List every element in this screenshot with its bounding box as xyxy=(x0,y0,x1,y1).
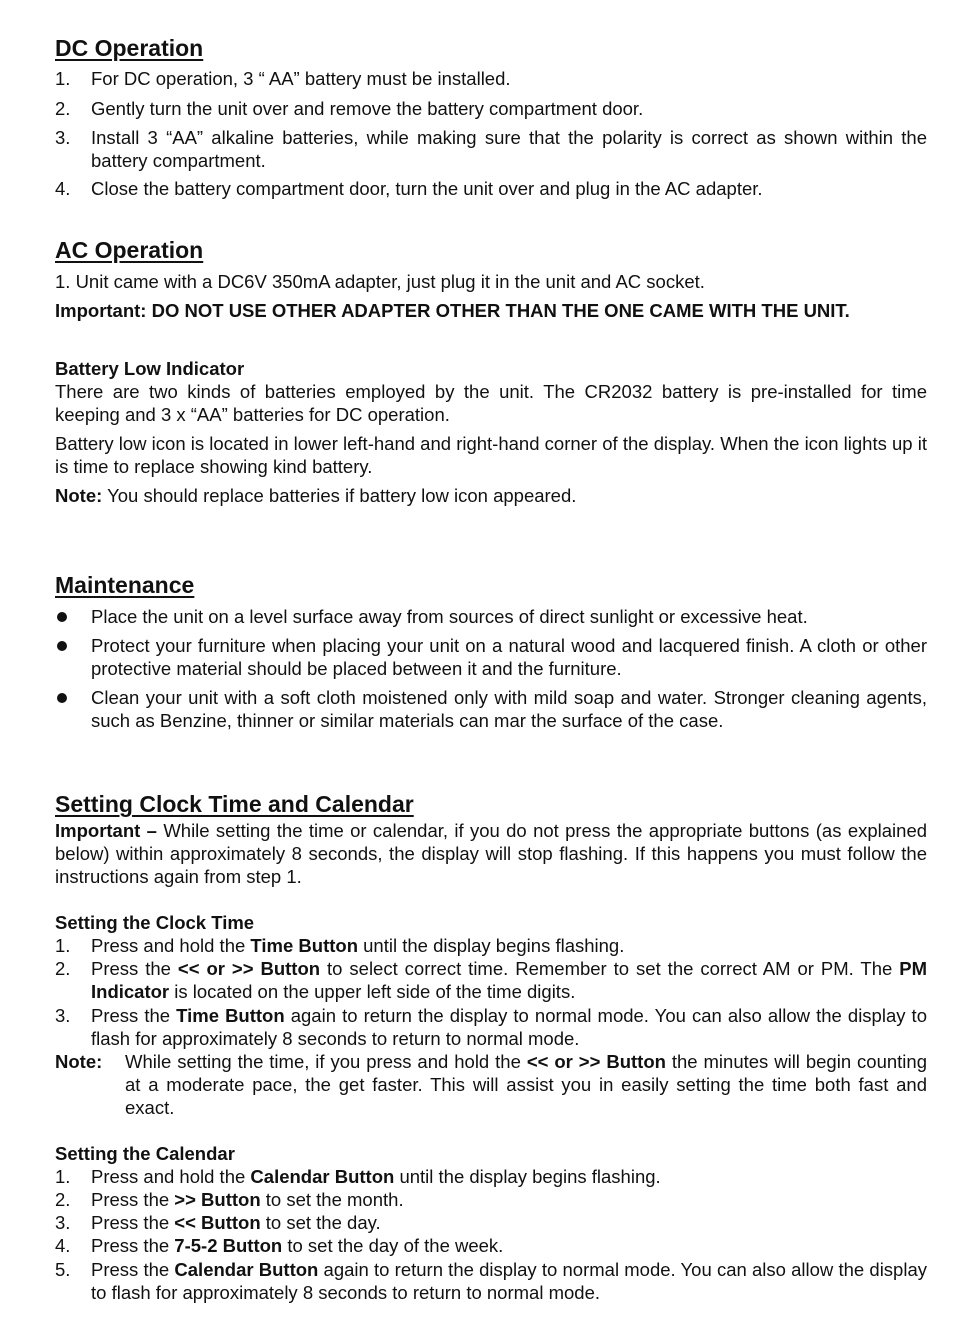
step-text: Press the Time Button again to return the display to normal mode. You can also allow the display to flash for approximately 8 seconds to return to normal mode. xyxy=(91,1005,927,1049)
step-number: 2. xyxy=(55,1189,71,1210)
ac-step-1: 1. Unit came with a DC6V 350mA adapter, just plug it in the unit and AC socket. xyxy=(55,271,705,292)
item-text: Clean your unit with a soft cloth moistened only with mild soap and water. Stronger cleaning agents, such as Benzine, thinner or similar materials can mar the surface of the case. xyxy=(91,687,927,731)
dc-step-1 xyxy=(55,67,927,90)
calendar-step-2 xyxy=(55,1188,927,1211)
step-number: 4. xyxy=(55,1235,71,1256)
important-label: Important – xyxy=(55,820,157,841)
dc-step-2 xyxy=(55,97,927,120)
setting-clock-heading: Setting Clock Time and Calendar xyxy=(55,791,414,817)
battery-paragraph-1: There are two kinds of batteries employed by the unit. The CR2032 battery is pre-installed for time keeping and 3 x “AA” batteries for DC operation. xyxy=(55,381,927,425)
step-number: 1. xyxy=(55,935,71,956)
bullet-icon xyxy=(57,693,67,703)
step-text: Press and hold the Time Button until the display begins flashing. xyxy=(91,935,625,956)
calendar-step-1 xyxy=(55,1165,927,1188)
step-text: Gently turn the unit over and remove the battery compartment door. xyxy=(91,98,644,119)
step-number: 3. xyxy=(55,1212,71,1233)
important-text: DO NOT USE OTHER ADAPTER OTHER THAN THE ONE CAME WITH THE UNIT. xyxy=(151,300,850,321)
clock-important xyxy=(55,819,927,888)
setting-clock-time-heading: Setting the Clock Time xyxy=(55,912,255,933)
battery-low-heading: Battery Low Indicator xyxy=(55,358,245,379)
calendar-step-4 xyxy=(55,1234,927,1257)
step-text: Close the battery compartment door, turn the unit over and plug in the AC adapter. xyxy=(91,178,763,199)
step-text: Press the << Button to set the day. xyxy=(91,1212,381,1233)
step-number: 2. xyxy=(55,98,71,119)
important-label: Important: xyxy=(55,300,147,321)
time-step-3 xyxy=(55,1004,927,1050)
note-text: While setting the time, if you press and hold the << or >> Button the minutes will begin counting at a moderate pace, the get faster. This will assist you in easily setting the time both fast and exact. xyxy=(125,1051,927,1118)
ac-important xyxy=(55,299,927,322)
dc-step-3 xyxy=(55,126,927,172)
battery-note xyxy=(55,484,927,507)
step-number: 3. xyxy=(55,1005,71,1026)
step-text: Press and hold the Calendar Button until the display begins flashing. xyxy=(91,1166,661,1187)
calendar-step-3 xyxy=(55,1211,927,1234)
time-step-1 xyxy=(55,934,927,957)
time-step-2 xyxy=(55,957,927,1003)
maintenance-item-1 xyxy=(55,605,927,628)
ac-operation-heading: AC Operation xyxy=(55,237,204,263)
setting-calendar-heading: Setting the Calendar xyxy=(55,1143,235,1164)
battery-paragraph-2: Battery low icon is located in lower left-hand and right-hand corner of the display. When the icon lights up it is time to replace showing kind battery. xyxy=(55,433,927,477)
bullet-icon xyxy=(57,641,67,651)
step-number: 3. xyxy=(55,127,71,148)
important-text: While setting the time or calendar, if you do not press the appropriate buttons (as explained below) within approximately 8 seconds, the display will stop flashing. If this happens you must follow the instructions again from step 1. xyxy=(55,820,928,887)
step-number: 2. xyxy=(55,958,71,979)
step-number: 4. xyxy=(55,178,71,199)
calendar-step-5 xyxy=(55,1258,927,1304)
maintenance-item-2 xyxy=(55,634,927,680)
note-label: Note: xyxy=(55,1051,103,1072)
step-number: 5. xyxy=(55,1259,71,1280)
note-text: You should replace batteries if battery low icon appeared. xyxy=(107,485,577,506)
dc-operation-heading: DC Operation xyxy=(55,35,204,61)
maintenance-item-3 xyxy=(55,686,927,732)
maintenance-heading: Maintenance xyxy=(55,572,195,598)
step-text: Press the >> Button to set the month. xyxy=(91,1189,404,1210)
bullet-icon xyxy=(57,612,67,622)
time-note xyxy=(55,1050,927,1119)
step-number: 1. xyxy=(55,68,71,89)
note-label: Note: xyxy=(55,485,103,506)
step-text: Install 3 “AA” alkaline batteries, while making sure that the polarity is correct as shown within the battery compartment. xyxy=(91,127,927,171)
step-number: 1. xyxy=(55,1166,71,1187)
step-text: Press the 7-5-2 Button to set the day of the week. xyxy=(91,1235,504,1256)
step-text: For DC operation, 3 “ AA” battery must be installed. xyxy=(91,68,511,89)
dc-step-4 xyxy=(55,177,927,200)
step-text: Press the Calendar Button again to return the display to normal mode. You can also allow the display to flash for approximately 8 seconds to return to normal mode. xyxy=(91,1259,927,1303)
item-text: Protect your furniture when placing your unit on a natural wood and lacquered finish. A cloth or other protective material should be placed between it and the furniture. xyxy=(91,635,927,679)
step-text: Press the << or >> Button to select correct time. Remember to set the correct AM or PM. The PM Indicator is located on the upper left side of the time digits. xyxy=(91,958,927,1002)
item-text: Place the unit on a level surface away from sources of direct sunlight or excessive heat. xyxy=(91,606,808,627)
